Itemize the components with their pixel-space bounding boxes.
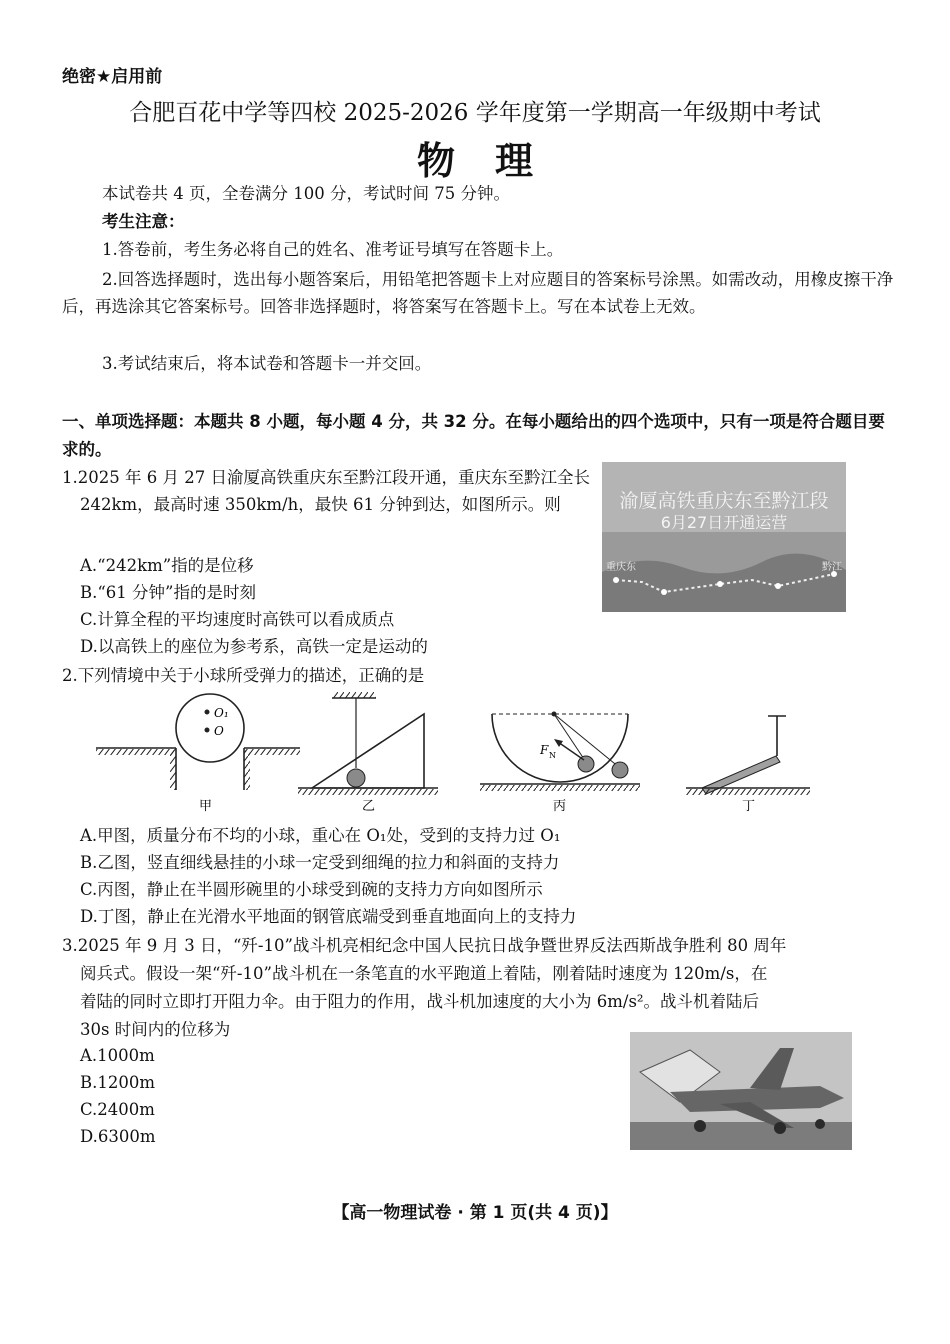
label-fn-subscript: N xyxy=(549,751,556,760)
map-label-end: 黔江 xyxy=(822,562,842,573)
fighter-jet-photo xyxy=(630,1032,852,1150)
question-3-stem-line3: 着陆的同时立即打开阻力伞。由于阻力的作用，战斗机加速度的大小为 6m/s²。战斗机着陆后 xyxy=(80,992,760,1011)
figure-label-ding: 丁 xyxy=(742,799,756,814)
note-1: 1.答卷前，考生务必将自己的姓名、准考证号填写在答题卡上。 xyxy=(102,240,564,259)
figure-jia xyxy=(96,694,300,814)
note-3: 3.考试结束后，将本试卷和答题卡一并交回。 xyxy=(102,354,432,373)
question-2-option-a: A.甲图，质量分布不均的小球，重心在 O₁处，受到的支持力过 O₁ xyxy=(80,826,561,845)
figure-bing xyxy=(480,712,640,815)
question-1-option-a: A.“242km”指的是位移 xyxy=(80,556,254,575)
notice-title: 考生注意： xyxy=(102,212,185,231)
confidential-mark: 绝密★启用前 xyxy=(62,67,163,87)
section-heading: 一、单项选择题：本题共 8 小题，每小题 4 分，共 32 分。在每小题给出的四个选项中，只有一项是符合题目要求的。 xyxy=(62,412,885,459)
question-2-option-d: D.丁图，静止在光滑水平地面的钢管底端受到垂直地面向上的支持力 xyxy=(80,907,577,926)
question-3-option-a: A.1000m xyxy=(80,1046,155,1065)
figure-yi xyxy=(298,692,438,814)
question-2-stem: 2.下列情境中关于小球所受弹力的描述，正确的是 xyxy=(62,666,425,685)
question-2-option-b: B.乙图，竖直细线悬挂的小球一定受到细绳的拉力和斜面的支持力 xyxy=(80,853,560,872)
question-3-stem-line2: 阅兵式。假设一架“歼-10”战斗机在一条笔直的水平跑道上着陆，刚着陆时速度为 120m/s，在 xyxy=(80,964,768,983)
question-1-option-b: B.“61 分钟”指的是时刻 xyxy=(80,583,256,602)
question-3-stem-line1: 3.2025 年 9 月 3 日，“歼-10”战斗机亮相纪念中国人民抗日战争暨世界反法西斯战争胜利 80 周年 xyxy=(62,936,787,955)
exam-info: 本试卷共 4 页，全卷满分 100 分，考试时间 75 分钟。 xyxy=(102,184,510,203)
question-2-option-c: C.丙图，静止在半圆形碗里的小球受到碗的支持力方向如图所示 xyxy=(80,880,543,899)
photo-caption-line1: 渝厦高铁重庆东至黔江段 xyxy=(619,490,829,512)
question-3-option-c: C.2400m xyxy=(80,1100,155,1119)
label-o1: O₁ xyxy=(214,706,229,720)
label-fn: F xyxy=(540,743,549,757)
page-footer: 【高一物理试卷 · 第 1 页(共 4 页)】 xyxy=(332,1203,618,1223)
figure-label-yi: 乙 xyxy=(362,799,376,814)
question-3-stem-line4: 30s 时间内的位移为 xyxy=(80,1020,231,1039)
question-1-option-c: C.计算全程的平均速度时高铁可以看成质点 xyxy=(80,610,395,629)
exam-title: 合肥百花中学等四校 2025-2026 学年度第一学期高一年级期中考试 xyxy=(129,100,821,126)
figure-label-bing: 丙 xyxy=(553,799,567,814)
question-3-option-b: B.1200m xyxy=(80,1073,156,1092)
question-3-option-d: D.6300m xyxy=(80,1127,156,1146)
figure-label-jia: 甲 xyxy=(199,799,213,814)
question-1-stem: 1.2025 年 6 月 27 日渝厦高铁重庆东至黔江段开通，重庆东至黔江全长 242km，最高时速 350km/h，最快 61 分钟到达，如图所示。则 xyxy=(62,468,590,514)
railway-photo xyxy=(602,462,846,612)
map-label-start: 重庆东 xyxy=(606,562,636,573)
figure-ding xyxy=(686,716,810,814)
note-2: 2.回答选择题时，选出每小题答案后，用铅笔把答题卡上对应题目的答案标号涂黑。如需改动，用橡皮擦干净后，再选涂其它答案标号。回答非选择题时，将答案写在答题卡上。写在本试卷上无效。 xyxy=(62,270,894,316)
photo-caption-line2: 6月27日开通运营 xyxy=(660,513,788,532)
subject-title: 物理 xyxy=(416,138,573,183)
label-o: O xyxy=(214,724,224,738)
question-2-figures xyxy=(80,692,880,818)
question-1-option-d: D.以高铁上的座位为参考系，高铁一定是运动的 xyxy=(80,637,428,656)
